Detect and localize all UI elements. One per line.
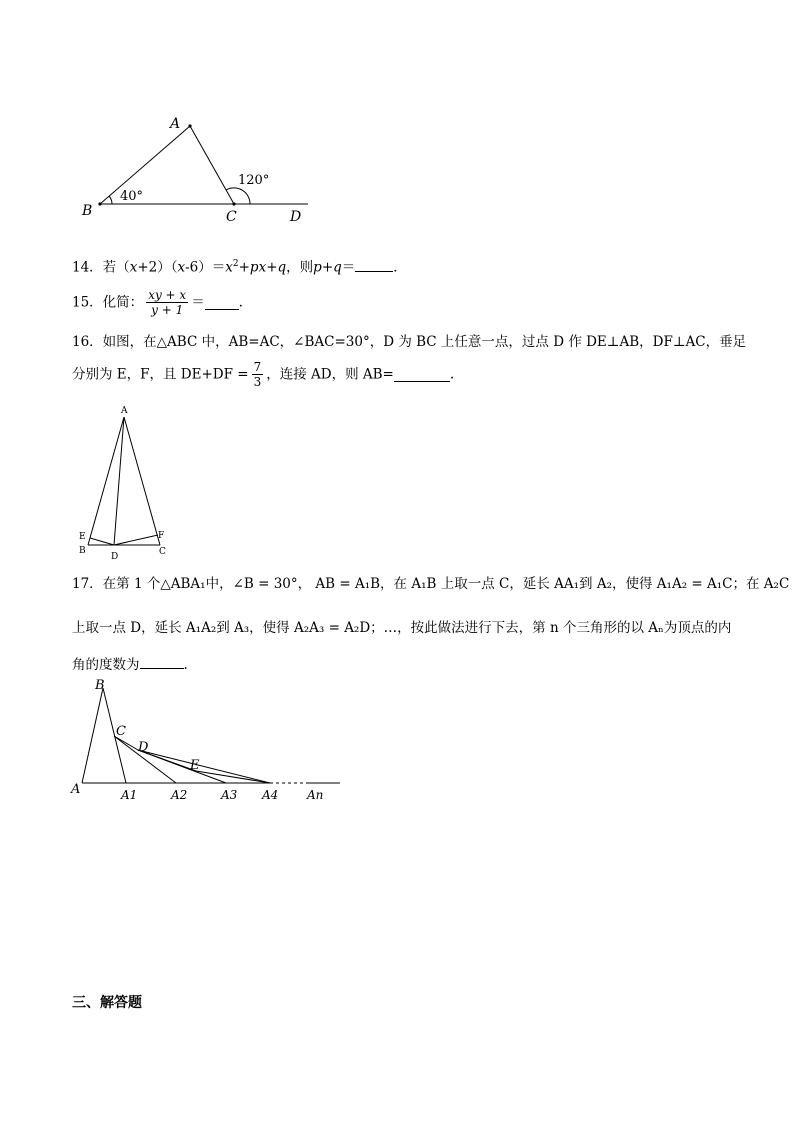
answer-blank — [394, 367, 450, 382]
label-A3: A3 — [221, 788, 238, 802]
question-16-line-1: 16．如图，在△ABC 中，AB=AC，∠BAC=30°，D 为 BC 上任意一点，过点 D 作 DE⊥AB，DF⊥AC，垂足 — [72, 334, 747, 350]
label-A1: A1 — [121, 788, 138, 802]
label-B: B — [79, 546, 86, 556]
fraction: $\frac{xy + x}{y + 1}$ — [148, 288, 187, 317]
label-C: C — [226, 209, 237, 225]
angle-ext-label: 120° — [238, 173, 270, 188]
answer-blank — [355, 257, 393, 272]
figure-q16 — [74, 402, 174, 564]
question-15: 15．化简： $\frac{xy + x}{y + 1}$ ＝ ． — [72, 288, 253, 317]
label-E: E — [79, 532, 86, 542]
label-E: E — [190, 758, 200, 773]
label-A4: A4 — [262, 788, 279, 802]
question-17-line-3: 角的度数为 . — [72, 654, 188, 675]
label-C: C — [159, 547, 166, 557]
label-An: An — [307, 788, 324, 802]
label-A: A — [121, 406, 128, 416]
figure-q13 — [70, 110, 320, 230]
label-F: F — [158, 531, 165, 541]
label-C: C — [116, 724, 126, 739]
label-D: D — [290, 209, 302, 225]
section-title: 三、解答题 — [72, 995, 142, 1011]
fraction: $\frac{7}{3}$ — [253, 360, 262, 389]
label-B: B — [95, 678, 105, 693]
label-D: D — [138, 740, 149, 755]
angle-b-label: 40° — [120, 189, 144, 204]
answer-blank — [205, 295, 239, 310]
question-17-line-1: 17．在第 1 个△ABA₁中，∠B = 30°， AB = A₁B，在 A₁B 上取一点 C，延长 AA₁到 A₂，使得 A₁A₂ = A₁C；在 A₂C — [72, 576, 790, 592]
answer-blank — [140, 654, 184, 669]
figure-q17 — [66, 676, 346, 806]
question-17-line-2: 上取一点 D，延长 A₁A₂到 A₃，使得 A₂A₃ = A₂D；…，按此做法进行下去，第 n 个三角形的以 Aₙ为顶点的内 — [72, 620, 732, 636]
label-A: A — [170, 116, 181, 132]
question-16-line-2: 分别为 E，F，且 DE+DF = $\frac{7}{3}$ ，连接 AD，则 AB= . — [72, 360, 455, 389]
label-A2: A2 — [171, 788, 188, 802]
label-A: A — [71, 782, 81, 797]
label-B: B — [82, 203, 93, 219]
question-14: 14．若$(x+2)(x-6)=x^2+px+q$，则p+q＝ ． — [72, 254, 407, 278]
label-D: D — [111, 552, 119, 562]
